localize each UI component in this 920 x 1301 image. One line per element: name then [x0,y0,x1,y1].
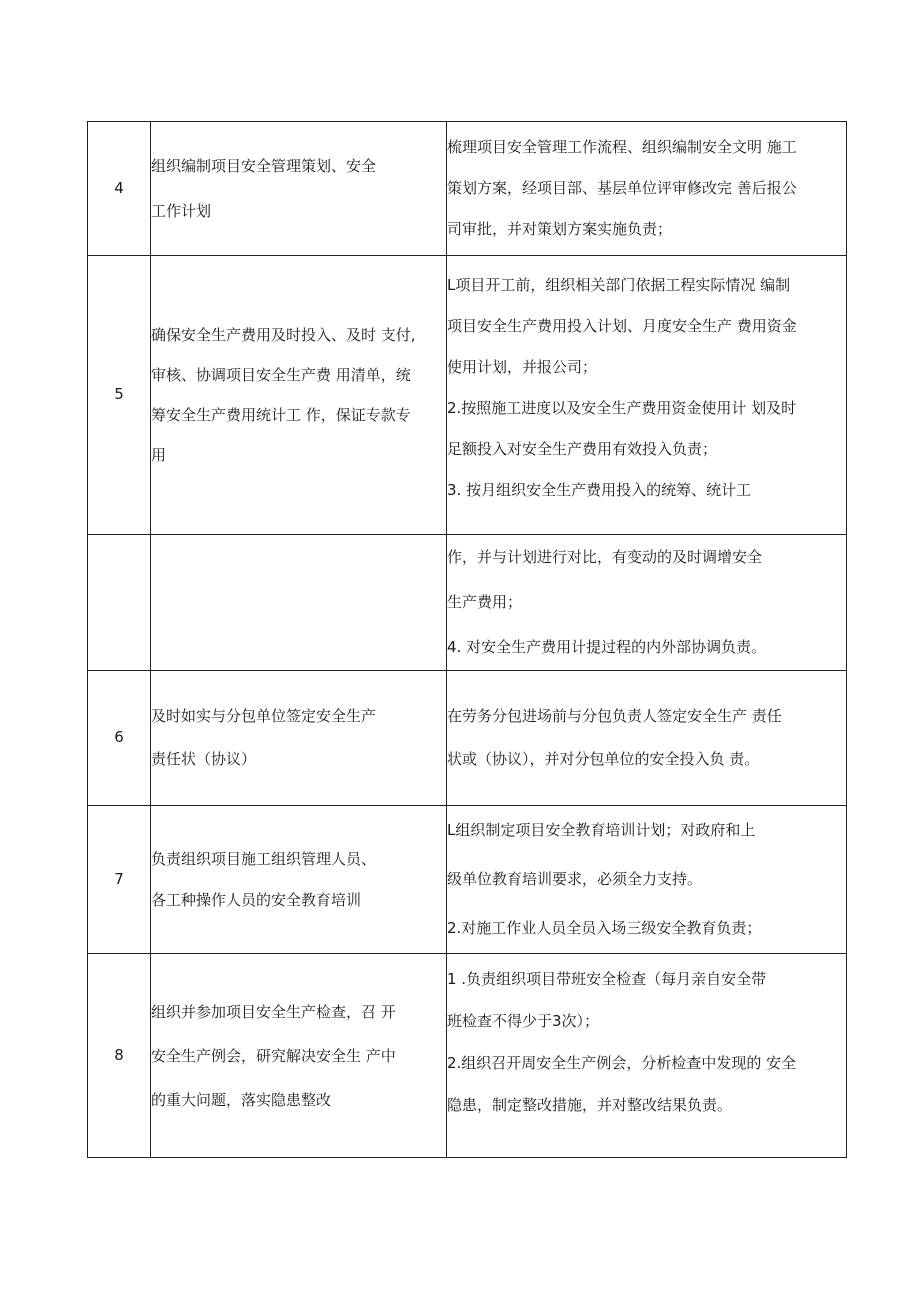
duty-line: 状或（协议），并对分包单位的安全投入负 责。 [447,750,760,768]
item-line: 的重大问题，落实隐患整改 [151,1090,332,1109]
duty-line: 生产费用； [447,593,523,611]
duty-line: 隐患，制定整改措施，并对整改结果负责。 [447,1096,733,1114]
item-line: 责任状（协议） [151,750,257,768]
responsibility-table [87,121,847,1158]
duty-line: 班检查不得少于3次）； [447,1012,600,1030]
duty-line: 4. 对安全生产费用计提过程的内外部协调负责。 [447,638,767,656]
table-row [88,671,847,806]
item-line: 组织编制项目安全管理策划、安全 [151,156,377,175]
item-line: 安全生产例会，研究解决安全生 产中 [151,1046,396,1065]
item-line: 工作计划 [151,201,212,220]
item-line: 筹安全生产费用统计工 作，保证专款专 [151,406,411,424]
duty-line: 3. 按月组织安全生产费用投入的统筹、统计工 [447,481,752,499]
item-line: 各工种操作人员的安全教育培训 [151,890,362,909]
duty-detail [447,122,847,256]
row-number: 8 [88,954,151,1158]
item-line: 确保安全生产费用及时投入、及时 支付, [151,326,416,344]
row-number: 7 [88,806,151,954]
duty-detail [447,256,847,535]
row-number: 5 [88,256,151,535]
duty-line: 2.对施工作业人员全员入场三级安全教育负责； [447,919,762,937]
duty-detail [447,806,847,954]
item-line: 审核、协调项目安全生产费 用清单，统 [151,366,411,384]
duty-item [151,256,447,535]
duty-item [151,122,447,256]
duty-line: 使用计划，并报公司； [447,358,598,376]
table-row [88,954,847,1158]
item-line: 及时如实与分包单位签定安全生产 [151,707,377,725]
duty-detail [447,671,847,806]
duty-line: 作，并与计划进行对比，有变动的及时调增安全 [447,548,763,566]
duty-item [151,806,447,954]
row-number [88,535,151,671]
duty-line: L项目开工前，组织相关部门依据工程实际情况 编制 [447,276,791,294]
table-row [88,535,847,671]
duty-line: 梳理项目安全管理工作流程、组织编制安全文明 施工 [447,138,797,156]
duty-item [151,671,447,806]
table-row [88,256,847,535]
duty-line: 策划方案，经项目部、基层单位评审修改完 善后报公 [447,179,797,197]
item-line: 用 [151,446,167,464]
duty-line: 项目安全生产费用投入计划、月度安全生产 费用资金 [447,317,797,335]
item-line: 负责组织项目施工组织管理人员、 [151,849,377,868]
duty-detail [447,535,847,671]
duty-line: 司审批，并对策划方案实施负责； [447,220,673,238]
duty-item [151,535,447,671]
duty-line: 2.按照施工进度以及安全生产费用资金使用计 划及时 [447,399,797,417]
duty-line: 在劳务分包进场前与分包负责人签定安全生产 责任 [447,707,782,725]
duty-line: 足额投入对安全生产费用有效投入负责； [447,440,718,458]
table-row [88,806,847,954]
row-number: 6 [88,671,151,806]
duty-line: 2.组织召开周安全生产例会，分析检查中发现的 安全 [447,1054,797,1072]
item-line: 组织并参加项目安全生产检查，召 开 [151,1002,396,1021]
duty-line: 级单位教育培训要求，必须全力支持。 [447,870,703,888]
table-row [88,122,847,256]
row-number: 4 [88,122,151,256]
duty-detail [447,954,847,1158]
duty-line: 1 .负责组织项目带班安全检查（每月亲自安全带 [447,970,767,988]
duty-item [151,954,447,1158]
duty-line: L组织制定项目安全教育培训计划；对政府和上 [447,821,756,839]
